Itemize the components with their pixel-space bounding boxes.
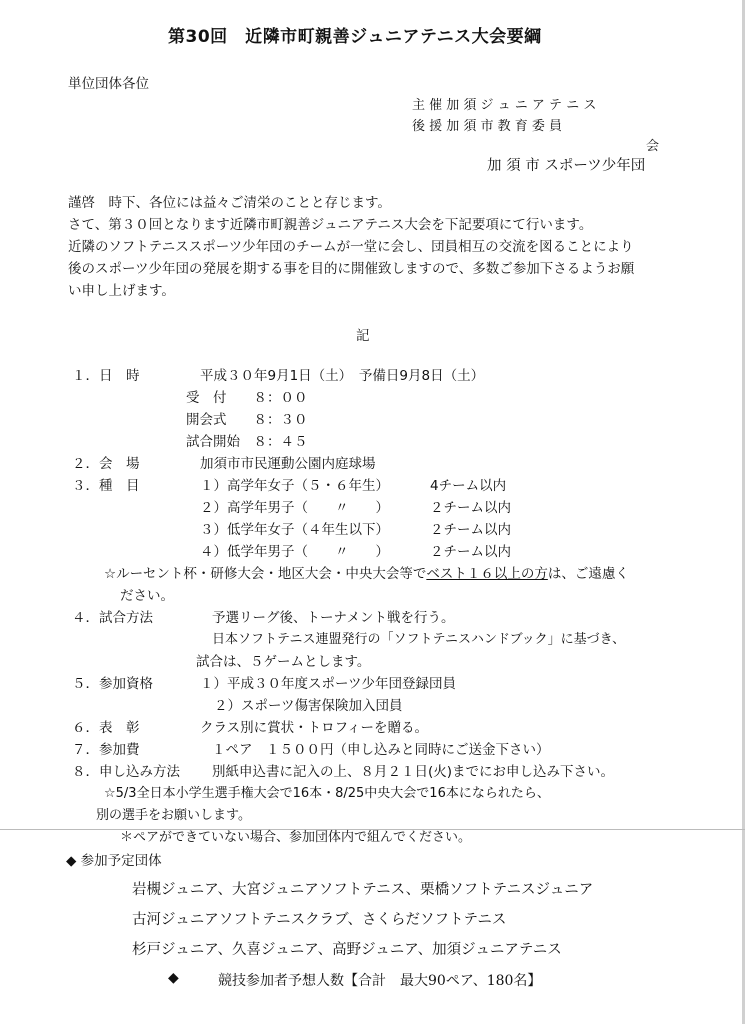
item-1-reception: 受 付 ８：００ xyxy=(186,390,308,406)
item-5-label: ５．参加資格 xyxy=(72,676,153,692)
participants-header: ◆ 参加予定団体 xyxy=(66,853,162,869)
event-row-limit: ２チーム以内 xyxy=(430,522,511,538)
event-row-limit: ２チーム以内 xyxy=(430,500,511,516)
support-line: 後 援 加 須 市 教 育 委 員 xyxy=(412,119,563,134)
addressee: 単位団体各位 xyxy=(68,76,149,92)
item-8-note-2: 別の選手をお願いします。 xyxy=(96,808,251,823)
item-4-label: ４．試合方法 xyxy=(72,610,153,626)
item-8-note-1: ☆5/3全日本小学生選手権大会で16本・8/25中央大会で16本になられたら、 xyxy=(104,786,550,801)
item-3-label: ３．種 目 xyxy=(72,478,140,494)
item-5-line-2: ２）スポーツ傷害保険加入団員 xyxy=(214,698,403,714)
intro-line-3: 近隣のソフトテニススポーツ少年団のチームが一堂に会し、団員相互の交流を図ることにより xyxy=(68,239,634,255)
events-exclusion-note xyxy=(104,562,629,582)
diamond-icon: ◆ xyxy=(168,970,179,986)
item-1-date: 平成３０年9月1日（土） 予備日9月8日（土） xyxy=(200,368,485,384)
item-4-line-1: 予選リーグ後、トーナメント戦を行う。 xyxy=(212,610,455,626)
participants-line: 岩槻ジュニア、大宮ジュニアソフトテニス、栗橋ソフトテニスジュニア xyxy=(132,882,594,898)
event-row-name: ２）高学年男子（ 〃 ） xyxy=(200,500,389,516)
item-2-label: ２．会 場 xyxy=(72,456,140,472)
item-2-venue: 加須市市民運動公園内庭球場 xyxy=(200,456,376,472)
host-line: 主 催 加 須 ジ ュ ニ ア テ ニ ス xyxy=(412,98,597,113)
document-title: 第30回 近隣市町親善ジュニアテニス大会要綱 xyxy=(168,27,542,47)
item-1-match-start: 試合開始 ８：４５ xyxy=(186,434,308,450)
item-4-line-3: 試合は、５ゲームとします。 xyxy=(196,654,371,670)
intro-line-5: い申し上げます。 xyxy=(68,283,175,299)
intro-line-2: さて、第３０回となります近隣市町親善ジュニアテニス大会を下記要項にて行います。 xyxy=(68,217,593,233)
item-8-note-3: ＊ペアができていない場合、参加団体内で組んでください。 xyxy=(120,830,472,845)
intro-line-4: 後のスポーツ少年団の発展を期する事を目的に開催致しますので、多数ご参加下さるようお願 xyxy=(68,261,635,277)
participants-line: 古河ジュニアソフトテニスクラブ、さくらだソフトテニス xyxy=(132,912,507,928)
item-1-label: １．日 時 xyxy=(72,368,140,384)
participants-line: 杉戸ジュニア、久喜ジュニア、高野ジュニア、加須ジュニアテニス xyxy=(132,942,562,958)
sports-group-line: 加 須 市 スポーツ少年団 xyxy=(487,158,646,174)
exclusion-note-end: は、ご遠慮く xyxy=(547,566,629,582)
item-8-value: 別紙申込書に記入の上、８月２１日(火)までにお申し込み下さい。 xyxy=(212,764,615,780)
item-5-line-1: １）平成３０年度スポーツ少年団登録団員 xyxy=(200,676,456,692)
item-7-value: １ペア １５００円（申し込みと同時にご送金下さい） xyxy=(212,742,550,758)
event-row-limit: ２チーム以内 xyxy=(430,544,511,560)
event-row-limit: 4チーム以内 xyxy=(430,478,507,494)
intro-line-1: 謹啓 時下、各位には益々ご清栄のことと存じます。 xyxy=(68,195,391,211)
exclusion-note-start: ☆ルーセント杯・研修大会・地区大会・中央大会等で xyxy=(104,566,427,582)
event-row-name: ４）低学年男子（ 〃 ） xyxy=(200,544,389,560)
item-1-opening: 開会式 ８：３０ xyxy=(186,412,308,428)
exclusion-note-underlined: ベスト１６以上の方 xyxy=(426,566,548,582)
exclusion-note-cont: ださい。 xyxy=(120,588,174,604)
item-4-line-2: 日本ソフトテニス連盟発行の「ソフトテニスハンドブック」に基づき、 xyxy=(212,632,626,647)
event-row-name: １）高学年女子（５・６年生） xyxy=(200,478,389,494)
support-line-cont: 会 xyxy=(646,139,660,154)
event-row-name: ３）低学年女子（４年生以下） xyxy=(200,522,389,538)
item-7-label: ７．参加費 xyxy=(72,742,140,758)
item-6-label: ６．表 彰 xyxy=(72,720,140,736)
expected-participants: 競技参加者予想人数【合計 最大90ペア、180名】 xyxy=(218,973,542,989)
item-8-label: ８．申し込み方法 xyxy=(72,764,180,780)
item-6-value: クラス別に賞状・トロフィーを贈る。 xyxy=(200,720,429,736)
ki-heading: 記 xyxy=(356,328,370,344)
